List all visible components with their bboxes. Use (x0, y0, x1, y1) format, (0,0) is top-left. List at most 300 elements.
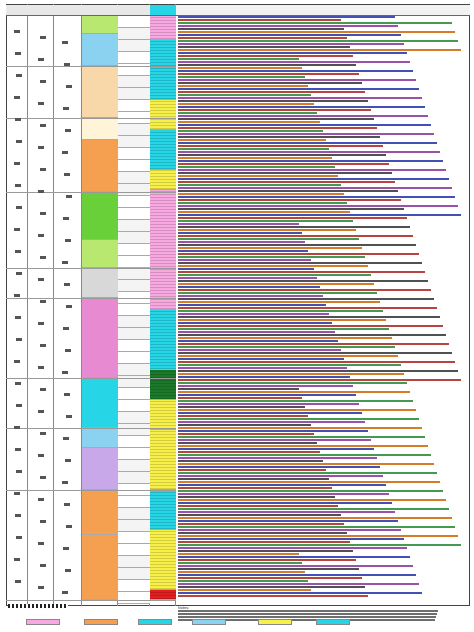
description-line (178, 439, 371, 441)
period-tick (40, 564, 46, 567)
description-line (178, 379, 461, 381)
description-line (178, 67, 302, 69)
description-line (178, 256, 365, 258)
period-tick (40, 168, 46, 171)
period-tick (38, 410, 44, 413)
lithology-block (150, 370, 176, 400)
description-line (178, 484, 386, 486)
description-line (178, 205, 458, 207)
lithology-block (150, 100, 176, 130)
lithology-block (150, 40, 176, 100)
boundary-rule (6, 268, 176, 269)
epoch-tick (62, 371, 68, 374)
stage-cell (118, 304, 150, 316)
description-line (178, 499, 446, 501)
description-line (178, 478, 329, 480)
description-line (178, 412, 362, 414)
stage-cell (118, 220, 150, 232)
description-line (178, 331, 335, 333)
stage-cell (118, 364, 150, 376)
era-tick (14, 96, 20, 99)
description-line (178, 124, 431, 126)
period-tick (40, 388, 46, 391)
era-tick (15, 184, 21, 187)
period-tick (40, 124, 46, 127)
stage-cell (118, 388, 150, 400)
description-line (178, 214, 461, 216)
epoch-block (82, 16, 118, 34)
description-line (178, 217, 407, 219)
lithology-block (150, 130, 176, 170)
description-line (178, 31, 455, 33)
period-tick (38, 234, 44, 237)
description-line (178, 595, 368, 597)
epoch-block (82, 34, 118, 66)
description-line (178, 52, 407, 54)
legend-swatch (316, 619, 350, 625)
description-line (178, 265, 368, 267)
epoch-block (82, 118, 118, 140)
stage-cell (118, 280, 150, 292)
description-line (178, 85, 308, 87)
description-line (178, 466, 380, 468)
description-line (178, 454, 431, 456)
description-line (178, 166, 335, 168)
legend-swatch (258, 619, 292, 625)
epoch-tick (65, 569, 71, 572)
stage-cell (118, 256, 150, 268)
description-line (178, 220, 353, 222)
description-line (178, 43, 404, 45)
description-line (178, 481, 440, 483)
description-line (178, 550, 353, 552)
description-line (178, 37, 347, 39)
epoch-block (82, 490, 118, 535)
stage-cell (118, 532, 150, 544)
period-tick (38, 542, 44, 545)
period-tick (38, 498, 44, 501)
era-tick (16, 206, 22, 209)
description-line (178, 325, 443, 327)
legend-swatch (26, 619, 60, 625)
description-line (178, 280, 428, 282)
stage-cell (118, 424, 150, 436)
stage-cell (118, 244, 150, 256)
stage-cell (118, 328, 150, 340)
description-line (178, 394, 356, 396)
boundary-rule (6, 66, 176, 67)
description-line (178, 190, 398, 192)
era-tick (15, 382, 21, 385)
period-tick (40, 80, 46, 83)
description-line (178, 535, 458, 537)
stage-cell (118, 316, 150, 328)
stage-cell (118, 28, 150, 40)
description-line (178, 352, 452, 354)
description-line (178, 157, 332, 159)
description-line (178, 100, 368, 102)
stage-cell (118, 268, 150, 280)
description-line (178, 310, 383, 312)
description-line (178, 514, 341, 516)
description-line (178, 376, 350, 378)
stage-cell (118, 124, 150, 136)
stage-cell (118, 40, 150, 52)
description-line (178, 253, 419, 255)
description-line (178, 460, 323, 462)
description-line (178, 433, 314, 435)
description-line (178, 592, 422, 594)
lithology-block (150, 310, 176, 370)
period-tick (40, 36, 46, 39)
epoch-tick (64, 283, 70, 286)
description-line (178, 562, 302, 564)
stage-cell (118, 412, 150, 424)
description-line (178, 424, 311, 426)
description-line (178, 307, 437, 309)
description-line (178, 334, 446, 336)
era-tick (16, 470, 22, 473)
description-line (178, 271, 425, 273)
legend-swatch (138, 619, 172, 625)
era-tick (14, 492, 20, 495)
description-line (178, 175, 338, 177)
stage-cell (118, 100, 150, 112)
description-line (178, 295, 323, 297)
description-line (178, 319, 386, 321)
description-line (178, 64, 356, 66)
period-tick (40, 344, 46, 347)
era-tick (14, 360, 20, 363)
era-tick (14, 558, 20, 561)
stage-cell (118, 232, 150, 244)
lithology-block (150, 590, 176, 600)
epoch-tick (62, 481, 68, 484)
description-line (178, 115, 428, 117)
description-line (178, 112, 317, 114)
notes-line (178, 616, 436, 618)
description-line (178, 22, 452, 24)
description-line (178, 502, 392, 504)
description-line (178, 505, 338, 507)
description-line (178, 34, 401, 36)
epoch-tick (66, 415, 72, 418)
description-line (178, 340, 338, 342)
description-line (178, 571, 305, 573)
description-line (178, 163, 389, 165)
description-line (178, 40, 458, 42)
description-line (178, 400, 413, 402)
stage-cell (118, 184, 150, 196)
epoch-block (82, 66, 118, 118)
epoch-block (82, 535, 118, 600)
description-line (178, 421, 365, 423)
description-line (178, 403, 359, 405)
description-line (178, 259, 311, 261)
description-line (178, 232, 302, 234)
epoch-tick (64, 63, 70, 66)
description-line (178, 298, 434, 300)
stage-cell (118, 340, 150, 352)
description-line (178, 337, 392, 339)
description-line (178, 346, 395, 348)
era-tick (16, 140, 22, 143)
header-lithology (150, 5, 176, 16)
boundary-rule (6, 378, 176, 379)
boundary-rule (6, 600, 176, 601)
boundary-rule (6, 118, 176, 119)
period-tick (40, 520, 46, 523)
description-line (178, 568, 359, 570)
era-tick (14, 294, 20, 297)
description-line (178, 538, 404, 540)
stage-cell (118, 196, 150, 208)
description-line (178, 172, 392, 174)
header-epoch (82, 5, 118, 16)
description-line (178, 106, 425, 108)
description-line (178, 82, 362, 84)
description-line (178, 589, 311, 591)
period-tick (38, 102, 44, 105)
period-tick (38, 278, 44, 281)
era-tick (15, 448, 21, 451)
epoch-tick (63, 327, 69, 330)
lithology-block (150, 16, 176, 40)
description-line (178, 247, 362, 249)
description-line (178, 286, 320, 288)
description-line (178, 25, 398, 27)
era-tick (16, 74, 22, 77)
era-tick (15, 514, 21, 517)
stage-cell (118, 52, 150, 64)
lithology-block (150, 190, 176, 310)
description-line (178, 496, 335, 498)
stage-cell (118, 460, 150, 472)
epoch-tick (64, 503, 70, 506)
boundary-rule (6, 192, 176, 193)
description-line (178, 313, 329, 315)
era-tick (14, 30, 20, 33)
description-line (178, 49, 461, 51)
stage-cell (118, 208, 150, 220)
description-line (178, 121, 320, 123)
description-line (178, 397, 302, 399)
description-line (178, 250, 308, 252)
description-line (178, 415, 308, 417)
description-line (178, 118, 374, 120)
stage-cell (118, 136, 150, 148)
lithology-block (150, 430, 176, 490)
period-tick (38, 454, 44, 457)
description-line (178, 382, 407, 384)
boundary-rule (6, 428, 176, 429)
description-line (178, 349, 341, 351)
period-tick (38, 58, 44, 61)
description-line (178, 409, 416, 411)
description-line (178, 76, 305, 78)
description-line (178, 469, 326, 471)
description-line (178, 475, 383, 477)
description-line (178, 202, 347, 204)
description-line (178, 418, 419, 420)
description-line (178, 406, 305, 408)
description-line (178, 511, 395, 513)
period-tick (38, 190, 44, 193)
epoch-tick (63, 107, 69, 110)
description-line (178, 448, 374, 450)
description-line (178, 472, 437, 474)
description-line (178, 544, 461, 546)
description-line (178, 154, 386, 156)
description-line (178, 46, 350, 48)
epoch-tick (62, 151, 68, 154)
stage-cell (118, 88, 150, 100)
description-line (178, 268, 314, 270)
description-line (178, 88, 419, 90)
column-era (28, 4, 54, 606)
description-line (178, 463, 434, 465)
description-line (178, 274, 371, 276)
description-line (178, 55, 353, 57)
description-line (178, 151, 440, 153)
header-description (176, 5, 470, 16)
description-line (178, 139, 326, 141)
era-tick (15, 580, 21, 583)
era-tick (15, 316, 21, 319)
boundary-rule (6, 490, 176, 491)
legend-swatch (192, 619, 226, 625)
era-tick (16, 272, 22, 275)
stage-cell (118, 148, 150, 160)
description-line (178, 193, 344, 195)
period-tick (40, 432, 46, 435)
description-line (178, 316, 440, 318)
description-line (178, 61, 410, 63)
description-line (178, 490, 443, 492)
description-line (178, 457, 377, 459)
era-tick (15, 118, 21, 121)
era-tick (15, 52, 21, 55)
description-line (178, 241, 305, 243)
description-line (178, 583, 419, 585)
epoch-tick (64, 393, 70, 396)
epoch-tick (62, 261, 68, 264)
description-line (178, 430, 368, 432)
epoch-tick (63, 437, 69, 440)
description-line (178, 373, 404, 375)
epoch-tick (64, 173, 70, 176)
epoch-tick (65, 239, 71, 242)
era-tick (14, 228, 20, 231)
description-line (178, 229, 356, 231)
stage-cell (118, 352, 150, 364)
description-line (178, 91, 365, 93)
stage-cell (118, 544, 150, 556)
period-tick (40, 212, 46, 215)
description-line (178, 370, 458, 372)
epoch-tick (66, 85, 72, 88)
stage-cell (118, 472, 150, 484)
description-line (178, 358, 344, 360)
description-line (178, 364, 401, 366)
description-line (178, 199, 401, 201)
stage-cell (118, 76, 150, 88)
description-line (178, 304, 326, 306)
description-line (178, 355, 398, 357)
description-line (178, 79, 416, 81)
period-tick (38, 366, 44, 369)
description-line (178, 556, 410, 558)
description-line (178, 565, 413, 567)
period-tick (40, 476, 46, 479)
description-line (178, 283, 374, 285)
description-line (178, 58, 299, 60)
description-line (178, 211, 350, 213)
description-line (178, 436, 425, 438)
description-line (178, 388, 299, 390)
stage-cell (118, 400, 150, 412)
description-line (178, 529, 401, 531)
epoch-block (82, 140, 118, 192)
description-line (178, 244, 416, 246)
description-line (178, 148, 329, 150)
stage-cell (118, 496, 150, 508)
legend-swatch (84, 619, 118, 625)
description-line (178, 520, 398, 522)
epoch-block (82, 378, 118, 428)
description-line (178, 493, 389, 495)
description-line (178, 127, 377, 129)
description-line (178, 145, 383, 147)
epoch-block (82, 448, 118, 490)
description-line (178, 277, 317, 279)
description-line (178, 523, 344, 525)
period-tick (38, 322, 44, 325)
era-tick (16, 536, 22, 539)
stage-cell (118, 556, 150, 568)
description-line (178, 223, 299, 225)
epoch-tick (63, 217, 69, 220)
epoch-tick (65, 129, 71, 132)
description-line (178, 385, 353, 387)
description-line (178, 580, 308, 582)
description-line (178, 292, 377, 294)
description-line (178, 103, 314, 105)
description-line (178, 391, 410, 393)
epoch-tick (66, 305, 72, 308)
stage-cell (118, 568, 150, 580)
description-line (178, 94, 311, 96)
description-line (178, 322, 332, 324)
description-line (178, 541, 350, 543)
description-line (178, 517, 452, 519)
period-tick (38, 586, 44, 589)
era-tick (15, 250, 21, 253)
period-tick (40, 256, 46, 259)
lithology-block (150, 400, 176, 430)
period-tick (38, 146, 44, 149)
era-tick (16, 404, 22, 407)
description-line (178, 28, 344, 30)
boundary-rule (6, 298, 176, 299)
header-eon (6, 5, 28, 16)
description-line (178, 532, 347, 534)
stage-cell (118, 16, 150, 28)
description-line (178, 445, 428, 447)
description-line (178, 586, 365, 588)
lithology-block (150, 490, 176, 530)
epoch-tick (62, 41, 68, 44)
